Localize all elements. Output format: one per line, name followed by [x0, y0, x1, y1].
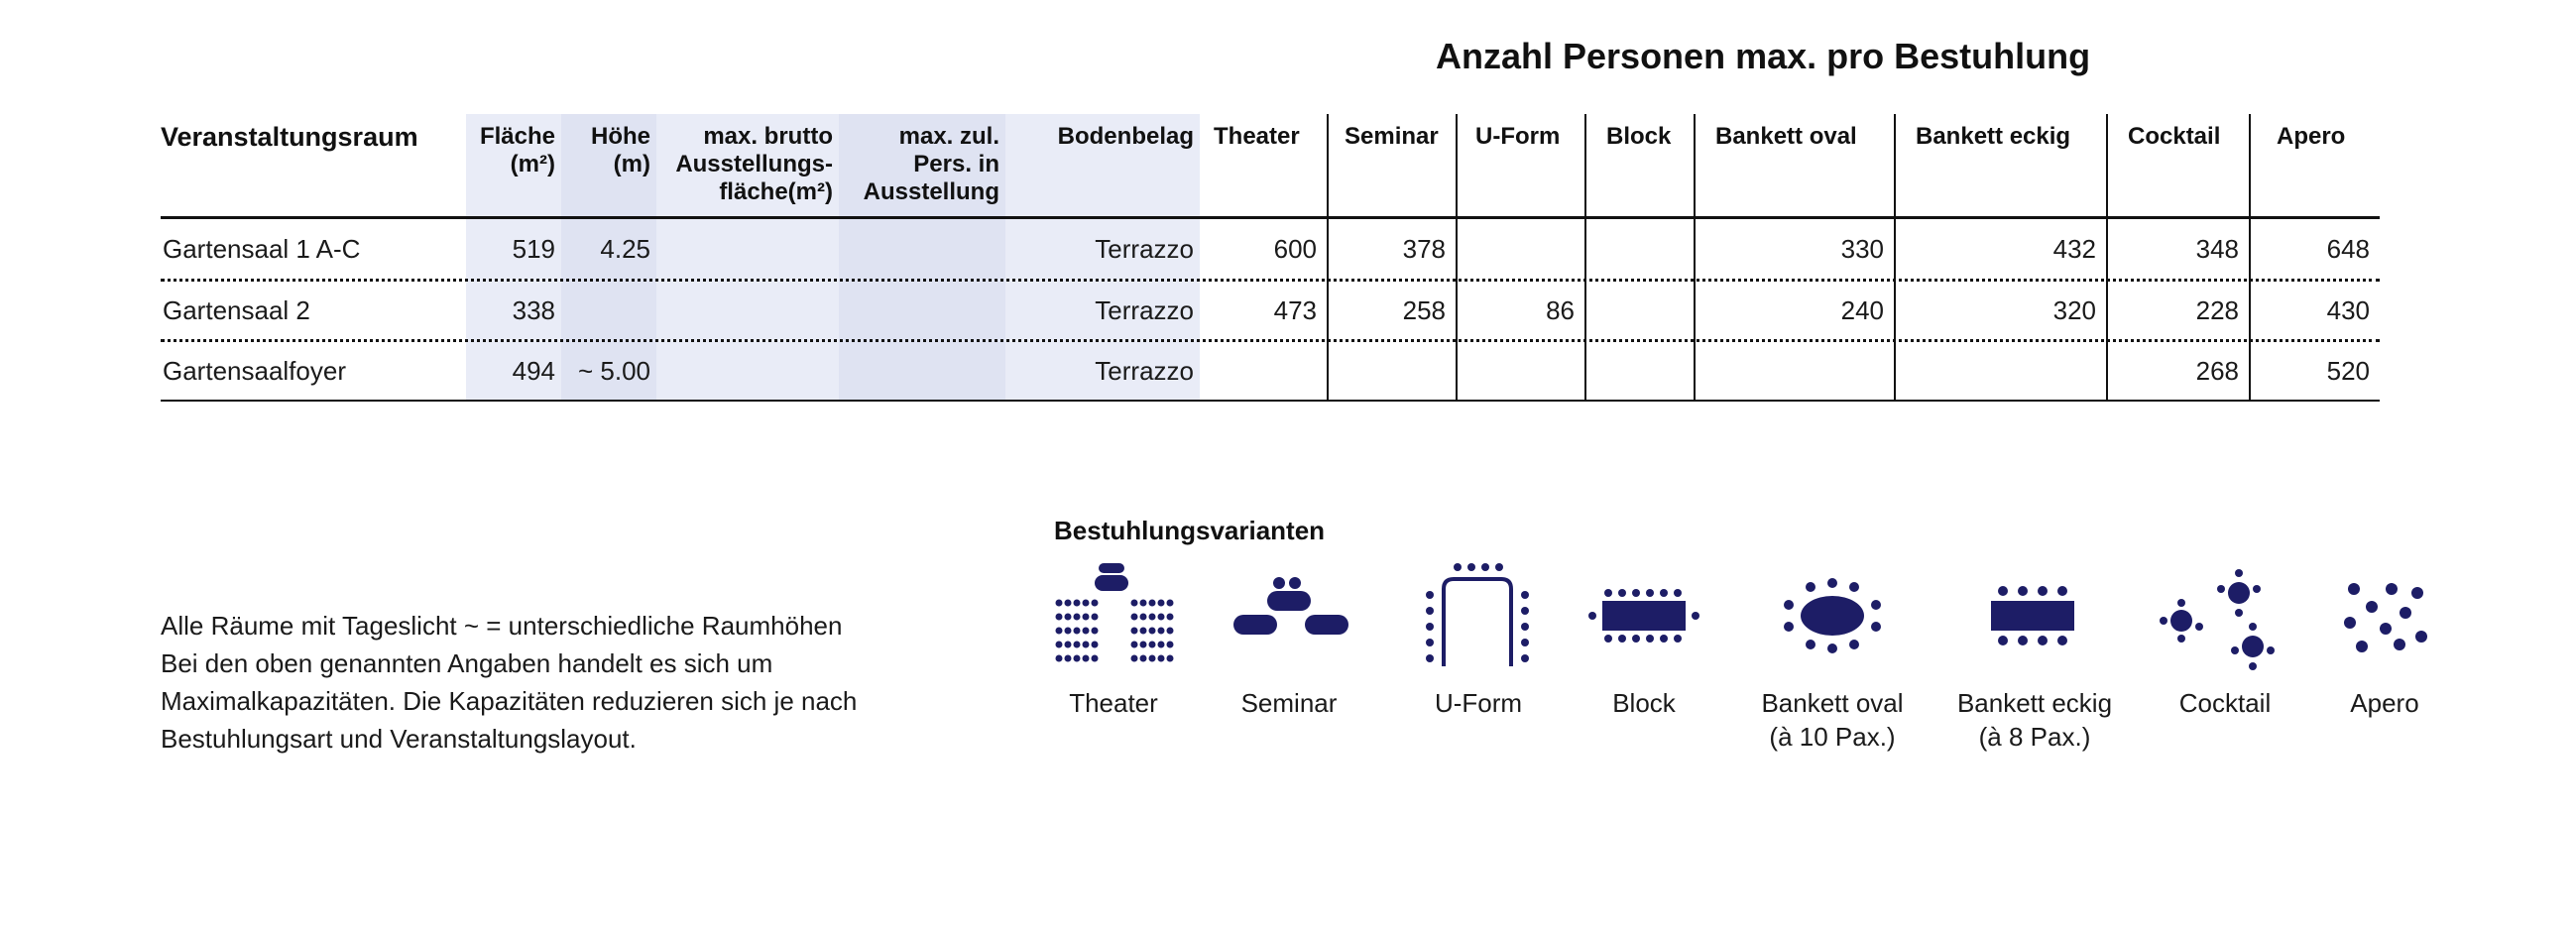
column-divider: [1584, 114, 1586, 402]
row-divider: [161, 279, 2380, 282]
row-divider: [161, 339, 2380, 342]
cell-apero: 648: [2326, 234, 2370, 264]
apero-icon: [2342, 581, 2427, 654]
header-block: Block: [1606, 123, 1672, 150]
header-uform: U-Form: [1475, 123, 1561, 150]
header-seminar: Seminar: [1345, 123, 1439, 150]
cell-theater: 600: [1273, 234, 1317, 264]
u-form-icon: [1424, 563, 1533, 666]
bankett-eckig-icon: [1987, 585, 2078, 646]
variants-title: Bestuhlungsvarianten: [1054, 516, 1326, 545]
header-bankett-oval: Bankett oval: [1715, 123, 1857, 150]
cell-uform: 86: [1546, 295, 1575, 325]
cell-bankett-eckig: 320: [2052, 295, 2096, 325]
header-boden: Bodenbelag: [1057, 123, 1194, 150]
header-room: Veranstaltungsraum: [161, 122, 418, 152]
cell-room: Gartensaal 1 A-C: [163, 234, 361, 264]
header-hoehe: Höhe (m): [591, 123, 650, 177]
cell-bankett-eckig: 432: [2052, 234, 2096, 264]
note-line: Alle Räume mit Tageslicht ~ = unterschiedliche Raumhöhen: [161, 611, 843, 641]
variant-label-bankett-eckig: Bankett eckig (à 8 Pax.): [1956, 688, 2113, 752]
note-line: Bestuhlungsart und Veranstaltungslayout.: [161, 724, 637, 754]
cell-theater: 473: [1273, 295, 1317, 325]
cell-boden: Terrazzo: [1095, 234, 1194, 264]
header-theater: Theater: [1214, 123, 1300, 150]
theater-icon: [1051, 563, 1176, 668]
notes: [161, 607, 857, 758]
header-cocktail: Cocktail: [2128, 123, 2221, 150]
variant-label-cocktail: Cocktail: [2178, 688, 2272, 718]
cell-cocktail: 268: [2195, 356, 2239, 386]
variant-label-theater: Theater: [1069, 688, 1158, 718]
cell-apero: 430: [2326, 295, 2370, 325]
block-icon: [1586, 587, 1701, 643]
cell-hoehe: 4.25: [600, 234, 650, 264]
cell-flaeche: 494: [512, 356, 555, 386]
header-pers: max. zul. Pers. in Ausstellung: [863, 123, 999, 205]
cocktail-icon: [2158, 565, 2281, 672]
cell-room: Gartensaal 2: [163, 295, 310, 325]
header-rule: [161, 216, 2380, 219]
note-line: Maximalkapazitäten. Die Kapazitäten reduzieren sich je nach: [161, 686, 858, 716]
variant-label-apero: Apero: [2350, 688, 2419, 718]
cell-boden: Terrazzo: [1095, 356, 1194, 386]
column-divider: [1456, 114, 1458, 402]
cell-hoehe: ~ 5.00: [577, 356, 650, 386]
cell-room: Gartensaalfoyer: [163, 356, 346, 386]
seminar-icon: [1229, 575, 1348, 644]
cell-apero: 520: [2326, 356, 2370, 386]
header-flaeche: Fläche (m²): [479, 123, 555, 177]
page-title: Anzahl Personen max. pro Bestuhlung: [1436, 36, 2091, 76]
variant-label-u-form: U-Form: [1434, 688, 1523, 718]
cell-seminar: 258: [1402, 295, 1446, 325]
variant-label-bankett-oval: Bankett oval (à 10 Pax.): [1761, 688, 1904, 752]
variant-label-block: Block: [1612, 688, 1676, 718]
cell-flaeche: 519: [512, 234, 555, 264]
header-apero: Apero: [2277, 123, 2346, 150]
cell-flaeche: 338: [512, 295, 555, 325]
cell-bankett-oval: 330: [1840, 234, 1884, 264]
header-brutto: max. brutto Ausstellungs- fläche(m²): [675, 123, 833, 205]
table-bottom-rule: [161, 400, 2380, 402]
cell-bankett-oval: 240: [1840, 295, 1884, 325]
header-bankett-eckig: Bankett eckig: [1916, 123, 2071, 150]
cell-boden: Terrazzo: [1095, 295, 1194, 325]
cell-cocktail: 228: [2195, 295, 2239, 325]
variant-label-seminar: Seminar: [1240, 688, 1338, 718]
cell-cocktail: 348: [2195, 234, 2239, 264]
cell-seminar: 378: [1402, 234, 1446, 264]
bankett-oval-icon: [1781, 577, 1884, 654]
note-line: Bei den oben genannten Angaben handelt es sich um: [161, 648, 773, 678]
